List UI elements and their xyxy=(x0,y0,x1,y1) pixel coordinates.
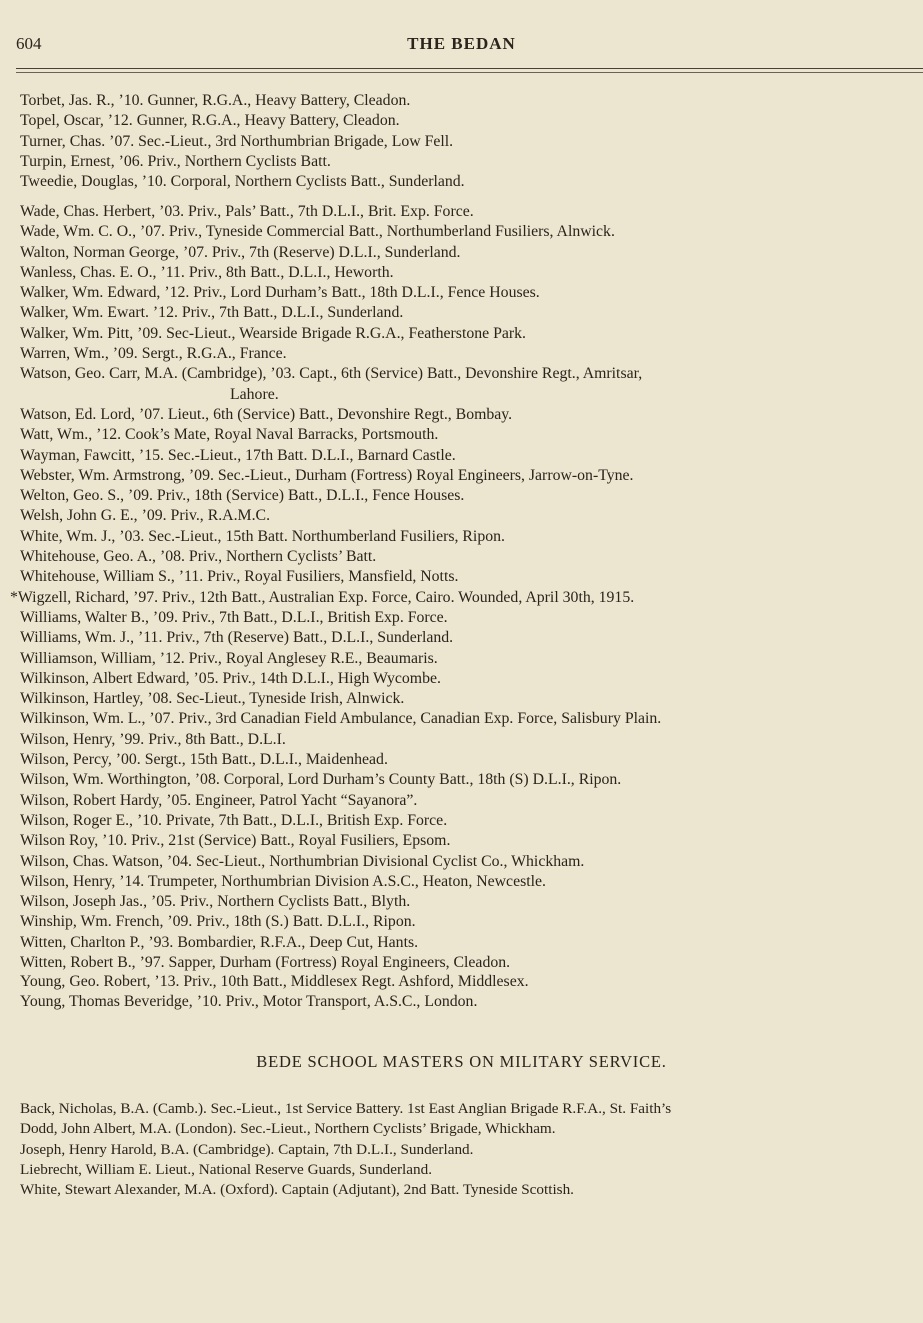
roll-entry: Tweedie, Douglas, ’10. Corporal, Northern Cyclists Batt., Sunderland. xyxy=(20,173,465,191)
roll-entry: Welton, Geo. S., ’09. Priv., 18th (Service) Batt., D.L.I., Fence Houses. xyxy=(20,487,465,505)
roll-entry: Turpin, Ernest, ’06. Priv., Northern Cyclists Batt. xyxy=(20,152,331,170)
roll-entry: Whitehouse, William S., ’11. Priv., Royal Fusiliers, Mansfield, Notts. xyxy=(20,568,459,586)
roll-entry: Walker, Wm. Pitt, ’09. Sec-Lieut., Wearside Brigade R.G.A., Featherstone Park. xyxy=(20,324,527,342)
roll-entry: Wilson, Robert Hardy, ’05. Engineer, Patrol Yacht “Sayanora”. xyxy=(20,791,418,809)
master-entry: White, Stewart Alexander, M.A. (Oxford). Captain (Adjutant), 2nd Batt. Tyneside Scottish. xyxy=(20,1181,574,1199)
roll-entry: Wilson, Roger E., ’10. Private, 7th Batt., D.L.I., British Exp. Force. xyxy=(20,811,448,829)
master-entry: Dodd, John Albert, M.A. (London). Sec.-Lieut., Northern Cyclists’ Brigade, Whickham. xyxy=(20,1120,556,1138)
roll-entry-starred: *Wigzell, Richard, ’97. Priv., 12th Batt., Australian Exp. Force, Cairo. Wounded, April 30th, 1915. xyxy=(10,588,635,606)
roll-entry: Young, Thomas Beveridge, ’10. Priv., Motor Transport, A.S.C., London. xyxy=(20,993,478,1011)
roll-entry: Winship, Wm. French, ’09. Priv., 18th (S.) Batt. D.L.I., Ripon. xyxy=(20,913,416,931)
roll-entry: Wilson Roy, ’10. Priv., 21st (Service) Batt., Royal Fusiliers, Epsom. xyxy=(20,832,451,850)
roll-entry: Williams, Wm. J., ’11. Priv., 7th (Reserve) Batt., D.L.I., Sunderland. xyxy=(20,629,454,647)
roll-entry: Young, Geo. Robert, ’13. Priv., 10th Batt., Middlesex Regt. Ashford, Middlesex. xyxy=(20,973,529,990)
roll-w-entries xyxy=(10,202,923,973)
page-number: 604 xyxy=(16,34,42,53)
roll-entry: Witten, Charlton P., ’93. Bombardier, R.F.A., Deep Cut, Hants. xyxy=(20,933,419,951)
roll-entry: Warren, Wm., ’09. Sergt., R.G.A., France. xyxy=(20,345,287,363)
roll-entry: White, Wm. J., ’03. Sec.-Lieut., 15th Batt. Northumberland Fusiliers, Ripon. xyxy=(20,527,505,545)
roll-entry: Walker, Wm. Edward, ’12. Priv., Lord Durham’s Batt., 18th D.L.I., Fence Houses. xyxy=(20,284,540,302)
header-rule xyxy=(16,68,923,69)
masters-section-heading: BEDE SCHOOL MASTERS ON MILITARY SERVICE. xyxy=(256,1052,667,1071)
roll-entry: Wanless, Chas. E. O., ’11. Priv., 8th Batt., D.L.I., Heworth. xyxy=(20,263,394,281)
roll-t-entries xyxy=(20,91,923,192)
roll-entry-continuation: Lahore. xyxy=(230,385,279,403)
roll-entry: Wilson, Chas. Watson, ’04. Sec-Lieut., Northumbrian Divisional Cyclist Co., Whickham. xyxy=(20,852,585,870)
roll-entry: Walton, Norman George, ’07. Priv., 7th (Reserve) D.L.I., Sunderland. xyxy=(20,243,461,261)
masters-entries xyxy=(20,1099,923,1200)
roll-entry: Wilson, Henry, ’14. Trumpeter, Northumbrian Division A.S.C., Heaton, Newcestle. xyxy=(20,872,546,890)
roll-entry: Walker, Wm. Ewart. ’12. Priv., 7th Batt., D.L.I., Sunderland. xyxy=(20,304,404,322)
roll-y-entries xyxy=(20,972,923,1013)
roll-entry: Watson, Geo. Carr, M.A. (Cambridge), ’03. Capt., 6th (Service) Batt., Devonshire Regt., Amritsar, xyxy=(20,365,643,383)
roll-entry: Wilkinson, Albert Edward, ’05. Priv., 14th D.L.I., High Wycombe. xyxy=(20,669,441,687)
roll-entry: Whitehouse, Geo. A., ’08. Priv., Northern Cyclists’ Batt. xyxy=(20,548,377,566)
roll-entry: Wilson, Wm. Worthington, ’08. Corporal, Lord Durham’s County Batt., 18th (S) D.L.I., Ripon. xyxy=(20,771,622,789)
roll-entry: Turner, Chas. ’07. Sec.-Lieut., 3rd Northumbrian Brigade, Low Fell. xyxy=(20,132,454,150)
roll-entry: Webster, Wm. Armstrong, ’09. Sec.-Lieut., Durham (Fortress) Royal Engineers, Jarrow-on-Tyne. xyxy=(20,466,634,484)
roll-entry: Wade, Wm. C. O., ’07. Priv., Tyneside Commercial Batt., Northumberland Fusiliers, Alnwick. xyxy=(20,223,615,241)
roll-entry: Wade, Chas. Herbert, ’03. Priv., Pals’ Batt., 7th D.L.I., Brit. Exp. Force. xyxy=(20,203,474,220)
roll-entry: Welsh, John G. E., ’09. Priv., R.A.M.C. xyxy=(20,507,271,525)
roll-entry: Williamson, William, ’12. Priv., Royal Anglesey R.E., Beaumaris. xyxy=(20,649,438,667)
master-entry: Joseph, Henry Harold, B.A. (Cambridge). Captain, 7th D.L.I., Sunderland. xyxy=(20,1140,474,1158)
roll-entry: Wilkinson, Wm. L., ’07. Priv., 3rd Canadian Field Ambulance, Canadian Exp. Force, Salisbury Plain. xyxy=(20,710,662,728)
header-rule-thin xyxy=(16,72,923,73)
roll-entry: Wayman, Fawcitt, ’15. Sec.-Lieut., 17th Batt. D.L.I., Barnard Castle. xyxy=(20,446,456,464)
roll-entry: Witten, Robert B., ’97. Sapper, Durham (Fortress) Royal Engineers, Cleadon. xyxy=(20,953,511,971)
roll-entry: Torbet, Jas. R., ’10. Gunner, R.G.A., Heavy Battery, Cleadon. xyxy=(20,92,411,109)
roll-entry: Watson, Ed. Lord, ’07. Lieut., 6th (Service) Batt., Devonshire Regt., Bombay. xyxy=(20,405,513,423)
roll-entry: Topel, Oscar, ’12. Gunner, R.G.A., Heavy Battery, Cleadon. xyxy=(20,112,400,130)
roll-entry: Watt, Wm., ’12. Cook’s Mate, Royal Naval Barracks, Portsmouth. xyxy=(20,426,439,444)
roll-entry: Wilson, Percy, ’00. Sergt., 15th Batt., D.L.I., Maidenhead. xyxy=(20,751,388,769)
roll-entry: Wilkinson, Hartley, ’08. Sec-Lieut., Tyneside Irish, Alnwick. xyxy=(20,690,405,708)
master-entry: Liebrecht, William E. Lieut., National Reserve Guards, Sunderland. xyxy=(20,1160,433,1178)
running-head: THE BEDAN xyxy=(407,34,516,53)
roll-entry: Wilson, Joseph Jas., ’05. Priv., Northern Cyclists Batt., Blyth. xyxy=(20,893,411,911)
roll-entry: Williams, Walter B., ’09. Priv., 7th Batt., D.L.I., British Exp. Force. xyxy=(20,608,448,626)
roll-entry: Wilson, Henry, ’99. Priv., 8th Batt., D.L.I. xyxy=(20,730,286,748)
master-entry: Back, Nicholas, B.A. (Camb.). Sec.-Lieut., 1st Service Battery. 1st East Anglian Brigade R.F.A., St. Faith’s xyxy=(20,1100,672,1117)
